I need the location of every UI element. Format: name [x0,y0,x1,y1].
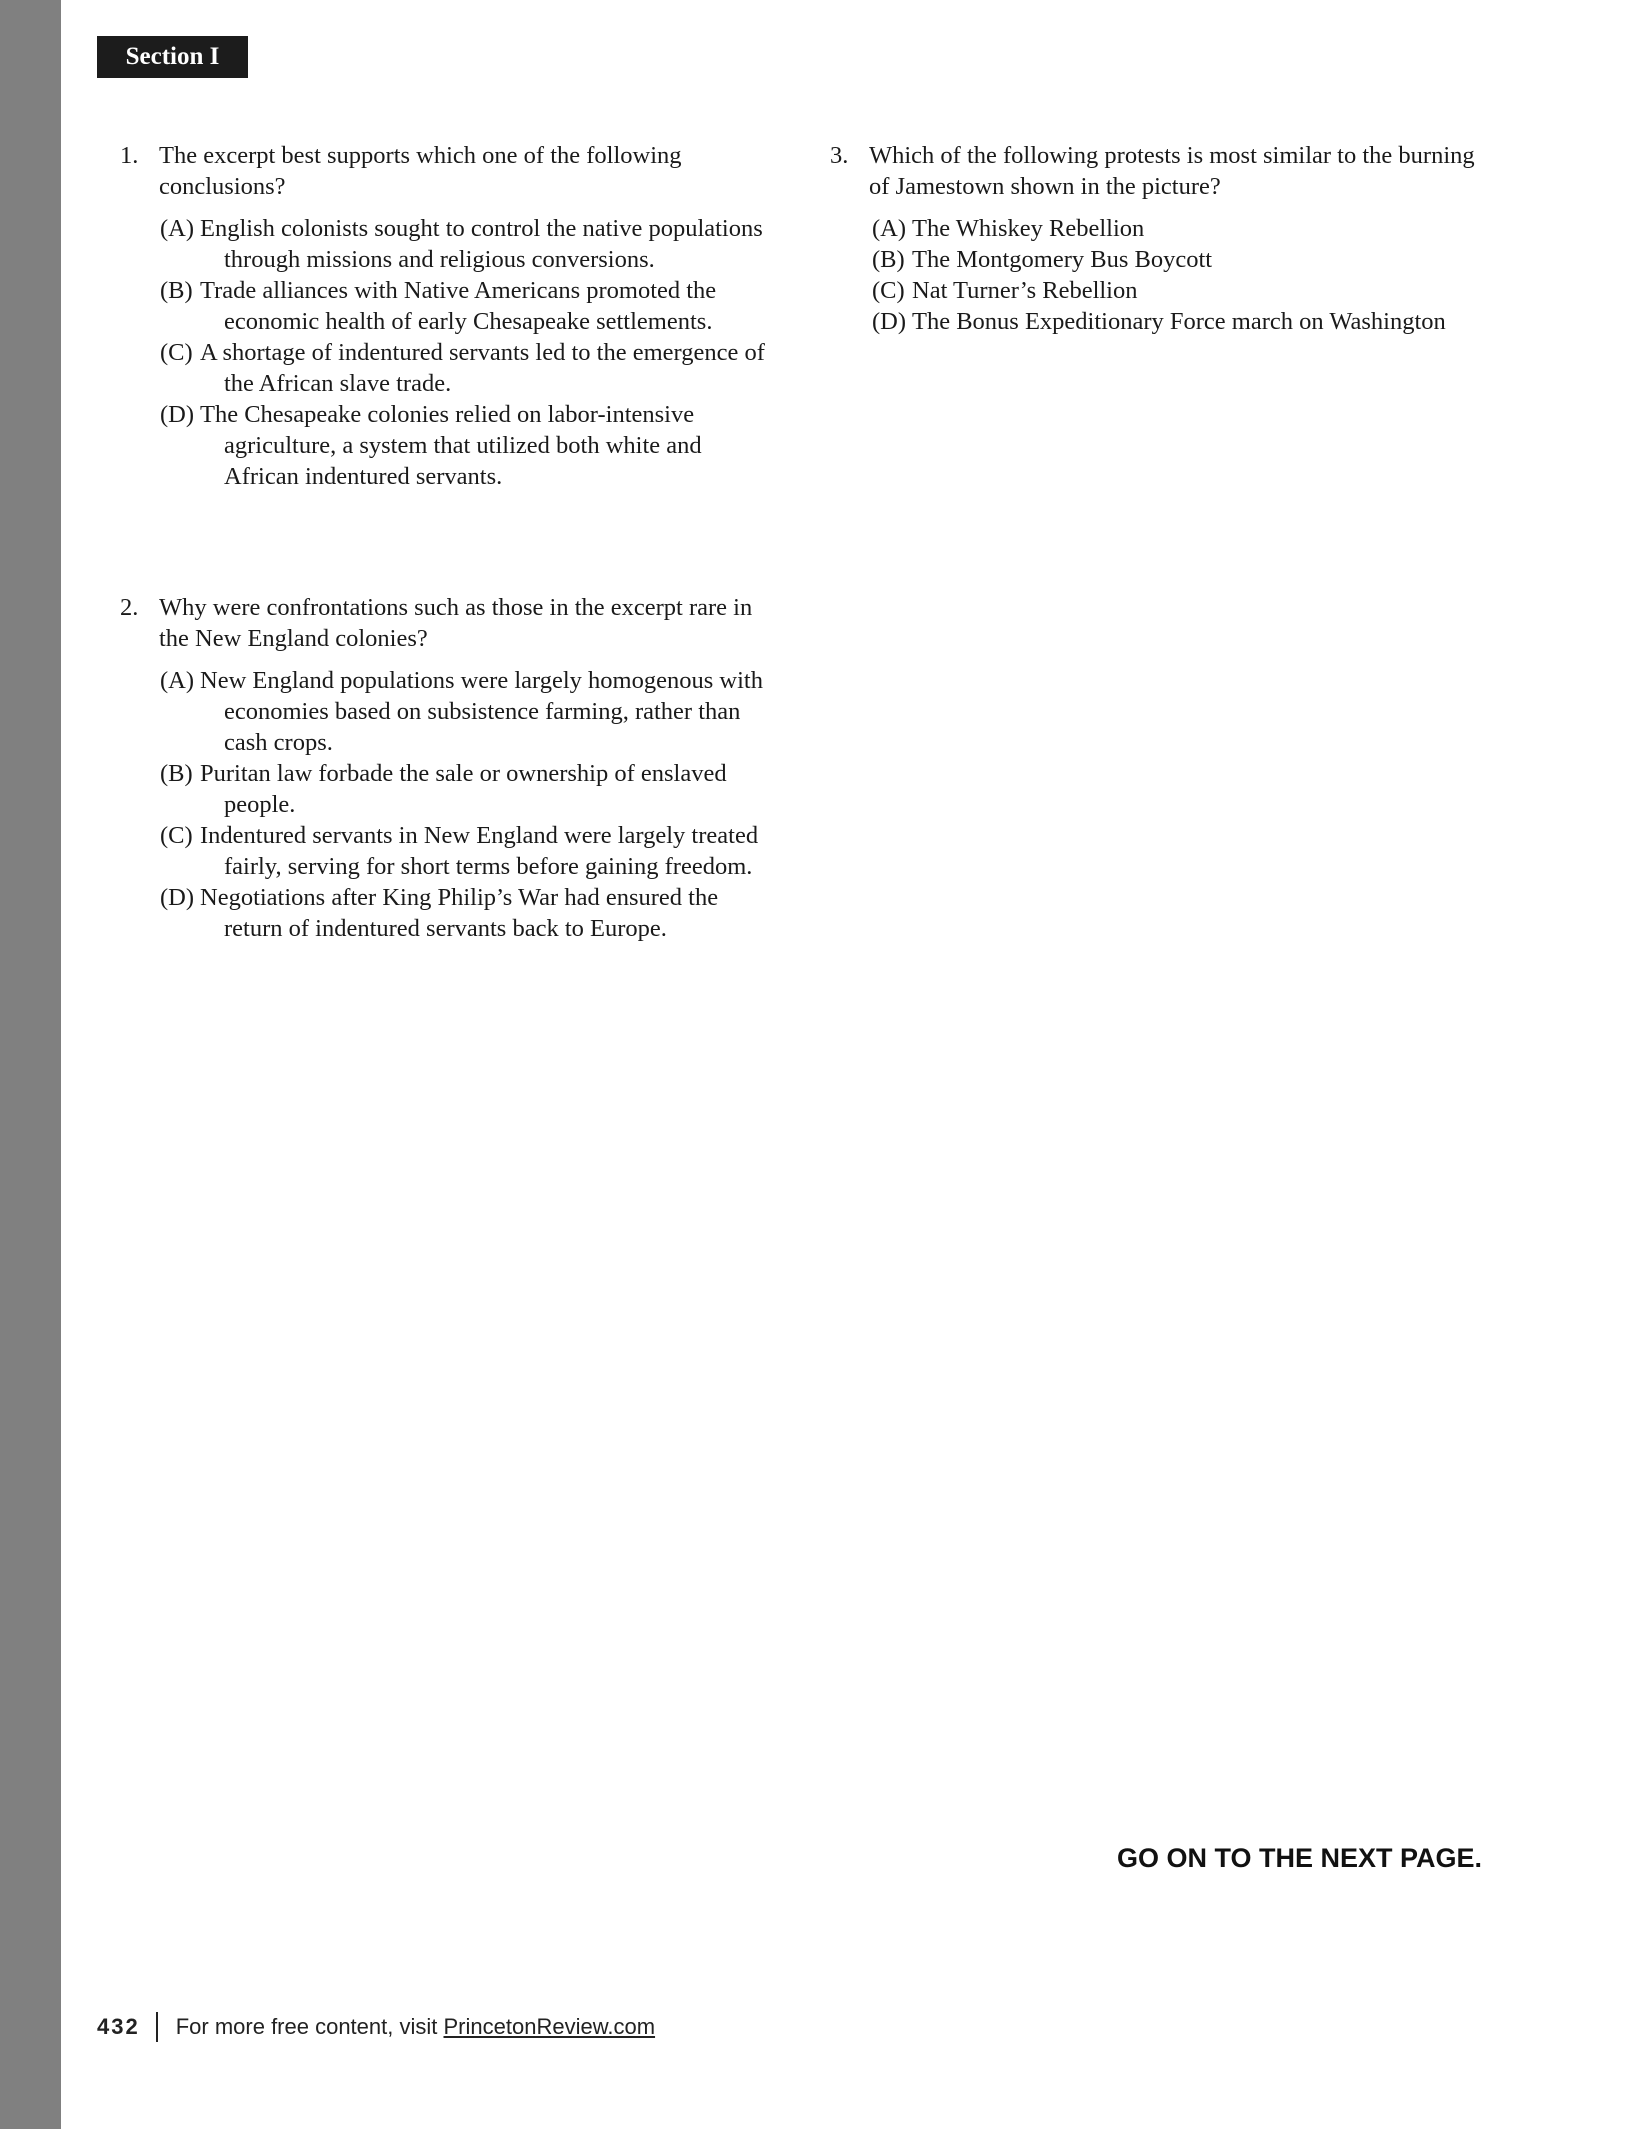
option-text: The Bonus Expeditionary Force march on Washington [912,308,1446,335]
footer-link[interactable]: PrincetonReview.com [443,2014,656,2039]
option-letter: (B) [160,277,193,304]
option-c[interactable] [120,820,770,882]
question-3 [830,140,1480,337]
footer-divider [156,2012,158,2042]
option-d[interactable] [120,399,770,492]
option-b[interactable] [120,275,770,337]
option-text: Negotiations after King Philip’s War had ensured the return of indentured servants back to Europe. [200,884,719,942]
answer-options [120,665,770,944]
option-text: A shortage of indentured servants led to the emergence of the African slave trade. [200,339,765,397]
option-text: Trade alliances with Native Americans promoted the economic health of early Chesapeake settlements. [200,277,717,335]
question-text: The excerpt best supports which one of the following conclusions? [159,142,682,200]
option-text: The Chesapeake colonies relied on labor-intensive agriculture, a system that utilized both white and African indentured servants. [200,401,702,490]
answer-options [830,213,1480,337]
option-text: English colonists sought to control the native populations through missions and religious conversions. [200,215,763,273]
option-text: The Montgomery Bus Boycott [912,246,1213,273]
option-letter: (B) [872,246,905,273]
option-a[interactable] [120,665,770,758]
option-letter: (A) [160,667,195,694]
option-letter: (D) [160,884,195,911]
option-a[interactable] [120,213,770,275]
option-letter: (C) [160,822,193,849]
option-letter: (C) [160,339,193,366]
question-stem [120,592,770,654]
option-d[interactable] [830,306,1480,337]
answer-options [120,213,770,492]
option-c[interactable] [830,275,1480,306]
option-a[interactable] [830,213,1480,244]
option-text: Indentured servants in New England were largely treated fairly, serving for short terms before gaining freedom. [200,822,759,880]
option-text: The Whiskey Rebellion [912,215,1145,242]
question-number: 2. [120,594,139,621]
left-margin-bar [0,0,61,2129]
option-text: Puritan law forbade the sale or ownership of enslaved people. [200,760,727,818]
section-label: Section I [97,36,248,78]
question-stem [830,140,1480,202]
option-b[interactable] [830,244,1480,275]
option-letter: (C) [872,277,905,304]
page-number: 432 [97,2014,140,2039]
question-2 [120,592,770,944]
option-letter: (D) [160,401,195,428]
footer-text: For more free content, visit [175,2014,438,2039]
next-page-notice: GO ON TO THE NEXT PAGE. [1116,1843,1482,1873]
question-1 [120,140,770,492]
question-stem [120,140,770,202]
page-footer [97,2010,655,2044]
option-letter: (A) [160,215,195,242]
question-number: 3. [830,142,849,169]
question-number: 1. [120,142,139,169]
option-text: Nat Turner’s Rebellion [912,277,1138,304]
option-letter: (D) [872,308,907,335]
option-c[interactable] [120,337,770,399]
option-letter: (B) [160,760,193,787]
option-text: New England populations were largely homogenous with economies based on subsistence farming, rather than cash crops. [200,667,763,756]
option-d[interactable] [120,882,770,944]
question-text: Which of the following protests is most similar to the burning of Jamestown shown in the picture? [869,142,1475,200]
option-letter: (A) [872,215,907,242]
option-b[interactable] [120,758,770,820]
question-text: Why were confrontations such as those in the excerpt rare in the New England colonies? [159,594,753,652]
